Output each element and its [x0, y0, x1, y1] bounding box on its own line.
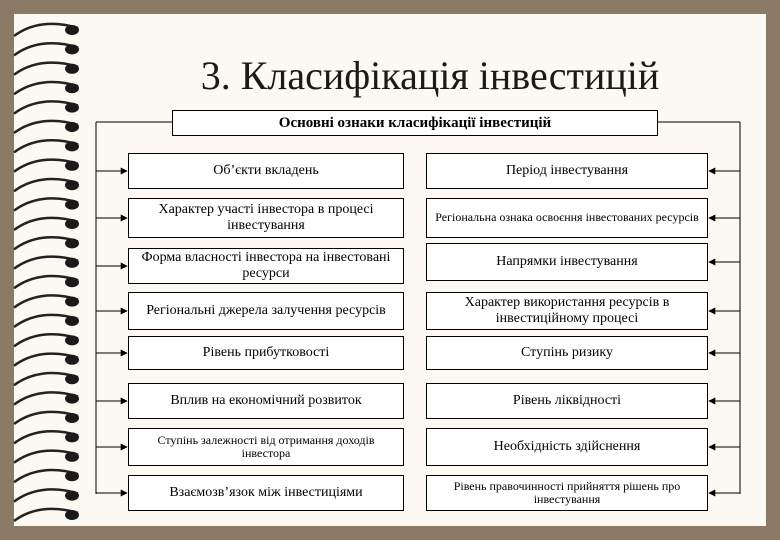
- left-classification-box: Регіональні джерела залучення ресурсів: [128, 292, 404, 330]
- right-classification-box: Напрямки інвестування: [426, 243, 708, 281]
- left-classification-box: Форма власності інвестора на інвестовані ресурси: [128, 248, 404, 284]
- right-classification-box: Рівень ліквідності: [426, 383, 708, 419]
- right-classification-box: Регіональна ознака освоєння інвестованих ресурсів: [426, 198, 708, 238]
- left-classification-box: Об’єкти вкладень: [128, 153, 404, 189]
- slide-title: 3. Класифікація інвестицій: [200, 53, 660, 98]
- left-classification-box: Рівень прибутковості: [128, 336, 404, 370]
- left-classification-box: Взаємозв’язок між інвестиціями: [128, 475, 404, 511]
- right-classification-box: Рівень правочинності прийняття рішень про інвестування: [426, 475, 708, 511]
- right-classification-box: Характер використання ресурсів в інвестиційному процесі: [426, 292, 708, 330]
- left-classification-box: Ступінь залежності від отримання доходів інвестора: [128, 428, 404, 466]
- header-box: Основні ознаки класифікації інвестицій: [172, 110, 658, 136]
- right-classification-box: Період інвестування: [426, 153, 708, 189]
- left-classification-box: Характер участі інвестора в процесі інвестування: [128, 198, 404, 238]
- left-classification-box: Вплив на економічний розвиток: [128, 383, 404, 419]
- right-classification-box: Ступінь ризику: [426, 336, 708, 370]
- right-classification-box: Необхідність здійснення: [426, 428, 708, 466]
